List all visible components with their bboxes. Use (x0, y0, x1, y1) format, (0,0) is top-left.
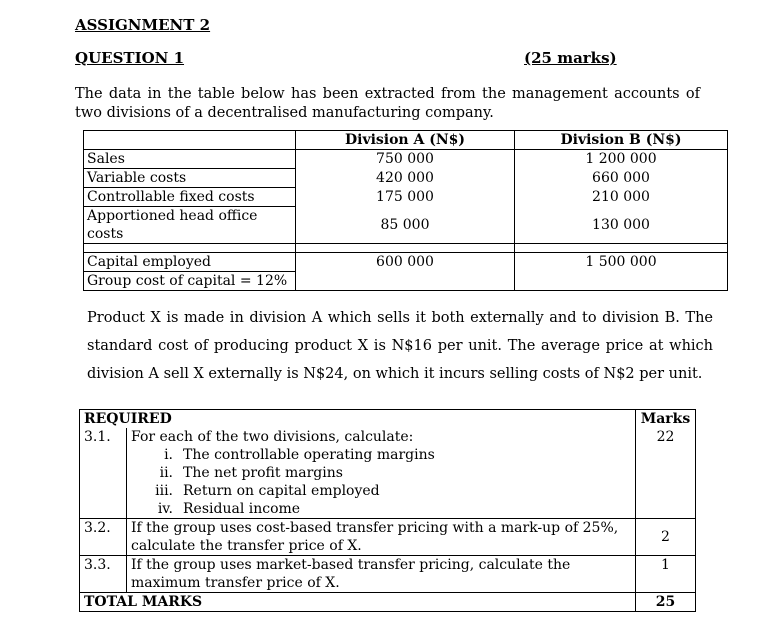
required-header-row (80, 410, 696, 429)
table-row (84, 207, 728, 244)
item-body (127, 428, 636, 519)
table-row (84, 188, 728, 207)
product-paragraph: Product X is made in division A which sells it both externally and to division B. The standard cost of producing product X is N$16 per unit. The average price at which division A sell X externally is N$24, on which it incurs selling costs of N$2 per unit. (87, 310, 713, 382)
required-item (80, 428, 696, 519)
item-number: 3.2. (80, 519, 127, 556)
sub-item-numeral: iv. (157, 501, 173, 517)
sub-item-text: The controllable operating margins (183, 447, 435, 463)
sub-item-text: The net profit margins (183, 465, 343, 481)
sub-item-numeral: ii. (159, 465, 173, 481)
item-text: If the group uses cost-based transfer pricing with a mark-up of 25%, calculate the transfer price of X. (127, 519, 636, 556)
value-a: 750 000 (296, 150, 515, 169)
spacer-cell (84, 244, 296, 253)
value-a (296, 272, 515, 291)
value-a: 175 000 (296, 188, 515, 207)
value-b: 130 000 (515, 207, 728, 244)
item-text: If the group uses market-based transfer pricing, calculate the maximum transfer price of X. (127, 556, 636, 593)
division-data-table (83, 130, 728, 291)
spacer-cell (296, 244, 515, 253)
required-item (80, 556, 696, 593)
row-label: Group cost of capital = 12% (84, 272, 296, 291)
question-label: QUESTION 1 (75, 49, 185, 67)
sub-item-numeral: i. (164, 447, 173, 463)
value-b: 210 000 (515, 188, 728, 207)
total-row (80, 593, 696, 612)
sub-item (131, 500, 631, 518)
table-header-row (84, 131, 728, 150)
value-a: 85 000 (296, 207, 515, 244)
row-label: Apportioned head office costs (84, 207, 296, 244)
item-number: 3.3. (80, 556, 127, 593)
item-marks: 1 (636, 556, 696, 593)
row-label: Sales (84, 150, 296, 169)
item-number: 3.1. (80, 428, 127, 519)
spacer-cell (515, 244, 728, 253)
header-division-a: Division A (N$) (296, 131, 515, 150)
table-row (84, 169, 728, 188)
value-b (515, 272, 728, 291)
value-b: 660 000 (515, 169, 728, 188)
sub-item-numeral: iii. (155, 483, 173, 499)
sub-item (131, 482, 631, 500)
row-label: Capital employed (84, 253, 296, 272)
value-a: 600 000 (296, 253, 515, 272)
item-marks: 2 (636, 519, 696, 556)
required-table (79, 409, 696, 612)
total-marks: 25 (636, 593, 696, 612)
value-a: 420 000 (296, 169, 515, 188)
marks-header: Marks (636, 410, 696, 429)
question-marks: (25 marks) (524, 49, 617, 67)
value-b: 1 500 000 (515, 253, 728, 272)
value-b: 1 200 000 (515, 150, 728, 169)
intro-text: The data in the table below has been extracted from the management accounts of two divisions of a decentralised manufacturing company. (75, 86, 700, 121)
row-label: Controllable fixed costs (84, 188, 296, 207)
sub-item-text: Return on capital employed (183, 483, 380, 499)
table-row (84, 150, 728, 169)
item-marks: 22 (636, 428, 696, 519)
total-label: TOTAL MARKS (80, 593, 636, 612)
item-text: For each of the two divisions, calculate: (131, 429, 414, 445)
table-row (84, 272, 728, 291)
table-spacer-row (84, 244, 728, 253)
assignment-title: ASSIGNMENT 2 (75, 16, 211, 34)
row-label: Variable costs (84, 169, 296, 188)
required-item (80, 519, 696, 556)
sub-item-text: Residual income (183, 501, 301, 517)
table-row (84, 253, 728, 272)
required-header: REQUIRED (80, 410, 636, 429)
header-blank-cell (84, 131, 296, 150)
header-division-b: Division B (N$) (515, 131, 728, 150)
sub-item (131, 464, 631, 482)
sub-item (131, 446, 631, 464)
